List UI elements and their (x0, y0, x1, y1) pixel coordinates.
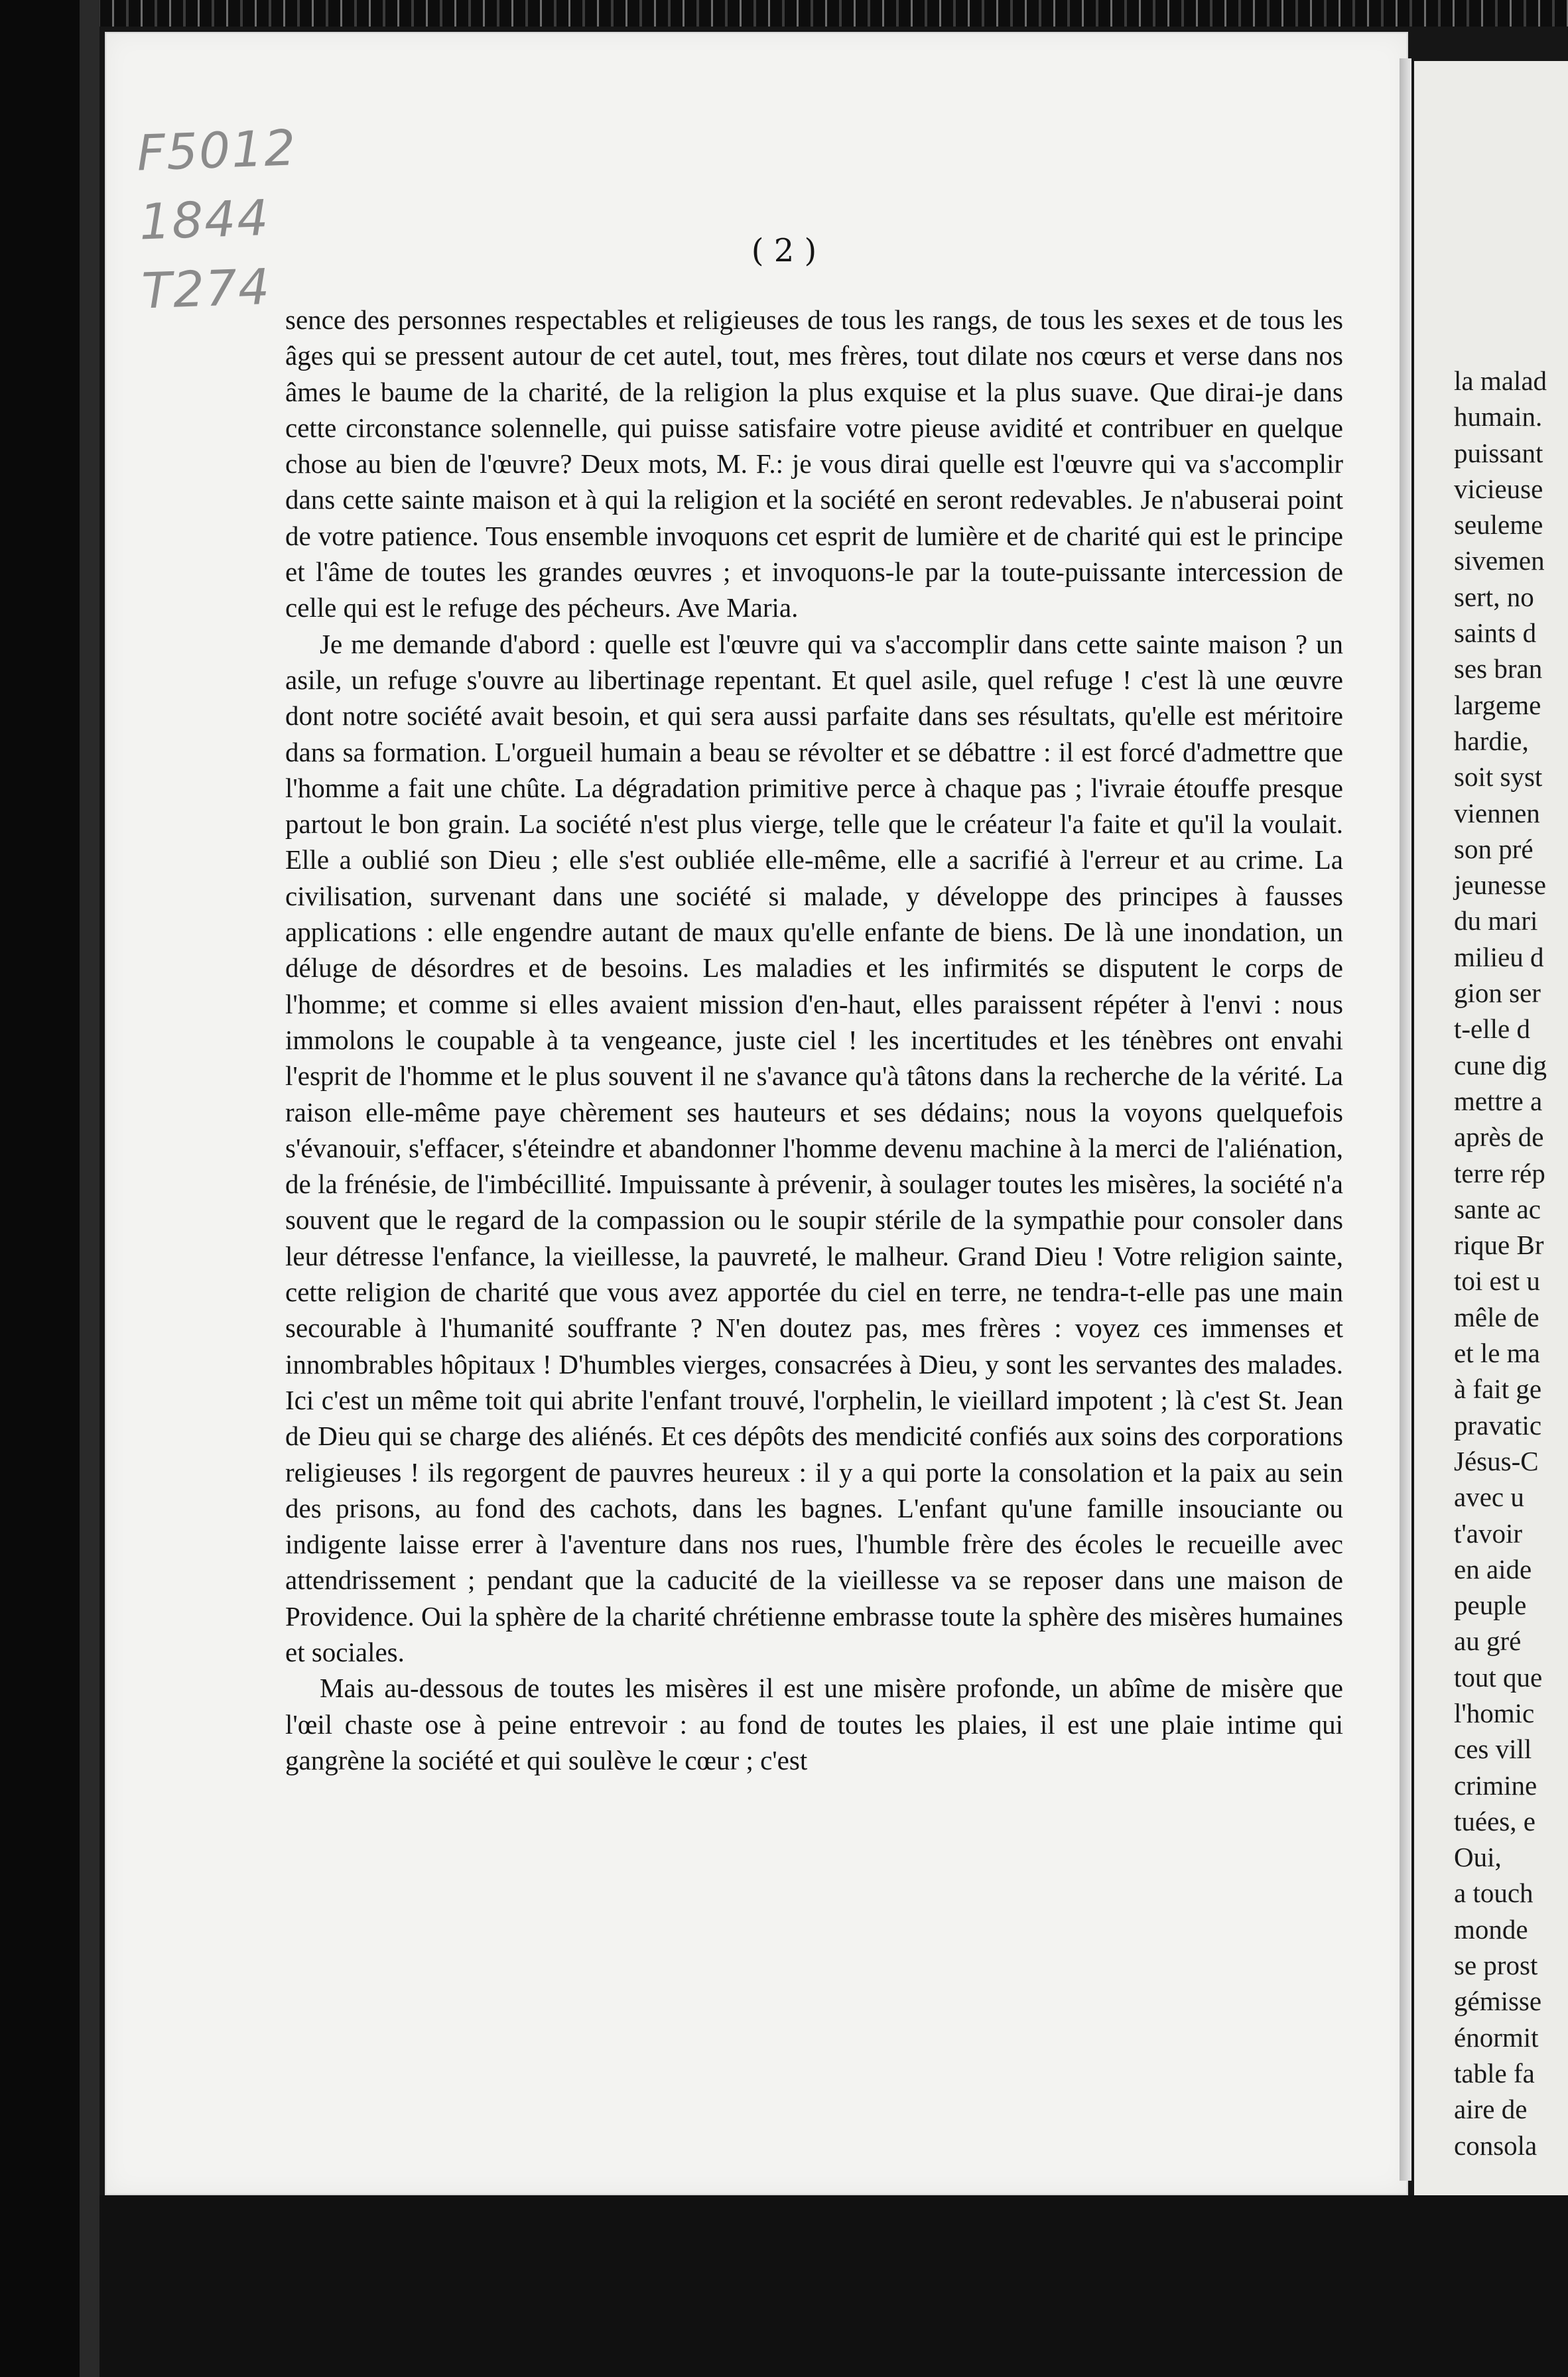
adjacent-page-line: sante ac (1454, 1193, 1541, 1224)
handwritten-catalog-note (136, 113, 316, 326)
adjacent-page-line: soit syst (1454, 761, 1543, 793)
adjacent-page-line: cune dig (1454, 1049, 1547, 1080)
adjacent-page-line: tuées, e (1454, 1805, 1535, 1836)
adjacent-page-line: se prost (1454, 1950, 1538, 1981)
adjacent-page-line: largeme (1454, 689, 1541, 720)
scan-top-border (0, 0, 1568, 27)
adjacent-page-line: avec u (1454, 1482, 1524, 1513)
adjacent-page-line: gémisse (1454, 1986, 1542, 2017)
adjacent-page-line: ses bran (1454, 653, 1543, 684)
adjacent-page-line: son pré (1454, 833, 1534, 864)
adjacent-page-line: monde (1454, 1913, 1528, 1945)
adjacent-page-line: seulemе (1454, 509, 1543, 541)
adjacent-page-line: peuple (1454, 1590, 1527, 1621)
scan-bottom-border (99, 2195, 1568, 2377)
adjacent-page-line: t'avoir (1454, 1517, 1523, 1549)
adjacent-page-line: terre rép (1454, 1157, 1545, 1188)
adjacent-page-line: sivemen (1454, 545, 1545, 576)
catalog-note-line: T274 (141, 258, 272, 320)
adjacent-page-line: gion ser (1454, 978, 1541, 1009)
paragraph: Mais au-dessous de toutes les misères il est une misère profonde, un abîme de misère que l'œil chaste ose à peine entrevoir : au fond de toutes les plaies, il est une plaie intime qui gangrène la société et qui soulève le cœur ; c'est (285, 1673, 1343, 1775)
adjacent-page-line: toi est u (1454, 1265, 1540, 1297)
adjacent-page-line: et le ma (1454, 1338, 1540, 1369)
adjacent-page-line: rique Br (1454, 1230, 1544, 1261)
page-number: ( 2 ) (751, 232, 817, 269)
adjacent-page-line: ces vill (1454, 1734, 1532, 1765)
adjacent-page-line: Jésus-C (1454, 1445, 1539, 1476)
adjacent-page-line: a touch (1454, 1878, 1534, 1909)
adjacent-page-line: mettre a (1454, 1085, 1543, 1116)
adjacent-page-line: tout que (1454, 1661, 1543, 1693)
adjacent-page-line: t-elle d (1454, 1013, 1530, 1045)
adjacent-page-line: à fait ge (1454, 1374, 1542, 1405)
adjacent-page-line: après de (1454, 1122, 1544, 1153)
adjacent-page-line: pravatic (1454, 1409, 1542, 1441)
adjacent-page-line: puissant (1454, 437, 1543, 468)
adjacent-page-line: énormit (1454, 2022, 1539, 2053)
adjacent-page-line: consola (1454, 2130, 1537, 2161)
adjacent-page-line: sert, no (1454, 581, 1534, 612)
adjacent-page-line: milieu d (1454, 941, 1544, 972)
page-fold-edge (1400, 58, 1411, 2181)
adjacent-page-line: du mari (1454, 905, 1538, 936)
adjacent-page-line: saints d (1454, 617, 1537, 649)
paragraph: sence des personnes respectables et religieuses de tous les rangs, de tous les sexes et de tous les âges qui se pressent autour de cet autel, tout, mes frères, tout dilate nos cœurs et verse dans nos âmes le baume de la charité, de la religion la plus exquise et la plus suave. Que dirai-je dans cette circonstance solennelle, qui puisse satisfaire votre pieuse avidité et contribuer en quelque chose au bien de l'œuvre? Deux mots, M. F.: je vous dirai quelle est l'œuvre qui va s'accomplir dans cette sainte maison et à qui la religion et la société en seront redevables. Je n'abuserai point de votre patience. Tous ensemble invoquons cet esprit de lumière et de charité qui est le principe et l'âme de toutes les grandes œuvres ; et invoquons-le par la toute-puissante intercession de celle qui est le refuge des pécheurs. Ave Maria. (285, 304, 1343, 623)
adjacent-page-line: Oui, (1454, 1842, 1502, 1873)
adjacent-page-line: hardie, (1454, 725, 1529, 756)
adjacent-page-line: l'homic (1454, 1697, 1535, 1728)
adjacent-page (1414, 61, 1568, 2244)
adjacent-page-line: jeunesse (1454, 869, 1546, 901)
scan-left-border (0, 0, 99, 2377)
body-text (285, 302, 1343, 1778)
adjacent-page-line: vicieuse (1454, 473, 1543, 504)
catalog-note-line: F5012 (135, 119, 298, 182)
adjacent-page-line: au gré (1454, 1626, 1522, 1657)
adjacent-page-line: la malad (1454, 365, 1547, 396)
paragraph: Je me demande d'abord : quelle est l'œuvre qui va s'accomplir dans cette sainte maison ? un asile, un refuge s'ouvre au libertinage repentant. Et quel asile, quel refuge ! c'est là une œuvre dont notre société avait besoin, et qui sera aussi parfaite dans ses résultats, qu'elle est méritoire dans sa formation. L'orgueil humain a beau se révolter et se débattre : il est forcé d'admettre que l'homme a fait une chûte. La dégradation primitive perce à chaque pas ; l'ivraie étouffe presque partout le bon grain. La société n'est plus vierge, telle que le créateur l'a faite et qu'il la voulait. Elle a oublié son Dieu ; elle s'est oubliée elle-même, elle a sacrifié à l'erreur et au crime. La civilisation, survenant dans une société si malade, y développe des principes à fausses applications : elle engendre autant de maux qu'elle enfante de biens. De là une inondation, un déluge de désordres et de besoins. Les maladies et les infirmités se disputent le corps de l'homme; et comme si elles avaient mission d'en-haut, elles paraissent répéter à l'envi : nous immolons le coupable à ta vengeance, juste ciel ! les incertitudes et les ténèbres ont envahi l'esprit de l'homme et le plus souvent il ne s'avance qu'à tâtons dans la recherche de la vérité. La raison elle-même paye chèrement ses hauteurs et ses dédains; nous la voyons quelquefois s'évanouir, s'effacer, s'éteindre et abandonner l'homme devenu machine à la merci de l'aliénation, de la frénésie, de l'imbécillité. Impuissante à prévenir, à soulager toutes les misères, la société n'a souvent que le regard de la compassion ou le soupir stérile de la sympathie pour consoler dans leur détresse l'enfance, la vieillesse, la pauvreté, le malheur. Grand Dieu ! Votre religion sainte, cette religion de charité que vous avez apportée du ciel en terre, ne tendra-t-elle pas une main secourable à l'humanité souffrante ? N'en doutez pas, mes frères : voyez ces immenses et innombrables hôpitaux ! D'humbles vierges, consacrées à Dieu, y sont les servantes des malades. Ici c'est un même toit qui abrite l'enfant trouvé, l'orphelin, le vieillard impotent ; là c'est St. Jean de Dieu qui se charge des aliénés. Et ces dépôts des mendicité confiés aux soins des corporations religieuses ! ils regorgent de pauvres heureux : il y a qui porte la consolation et la paix au sein des prisons, au fond des cachots, dans les bagnes. L'enfant qu'une famille insouciante ou indigente laisse errer à l'aventure dans nos rues, l'humble frère des écoles le recueille avec attendrissement ; pendant que la caducité de la vieillesse va se reposer dans une maison de Providence. Oui la sphère de la charité chrétienne embrasse toute la sphère des misères humaines et sociales. (285, 628, 1343, 1667)
catalog-note-line: 1844 (138, 189, 271, 251)
adjacent-page-line: en aide (1454, 1553, 1532, 1584)
adjacent-page-line: aire de (1454, 2094, 1528, 2125)
adjacent-page-line: mêle de (1454, 1301, 1539, 1332)
adjacent-page-line: crimine (1454, 1769, 1537, 1801)
adjacent-page-line: viennen (1454, 797, 1540, 828)
adjacent-page-text (1454, 363, 1547, 2163)
adjacent-page-line: table fa (1454, 2057, 1535, 2088)
adjacent-page-line: humain. (1454, 401, 1543, 432)
